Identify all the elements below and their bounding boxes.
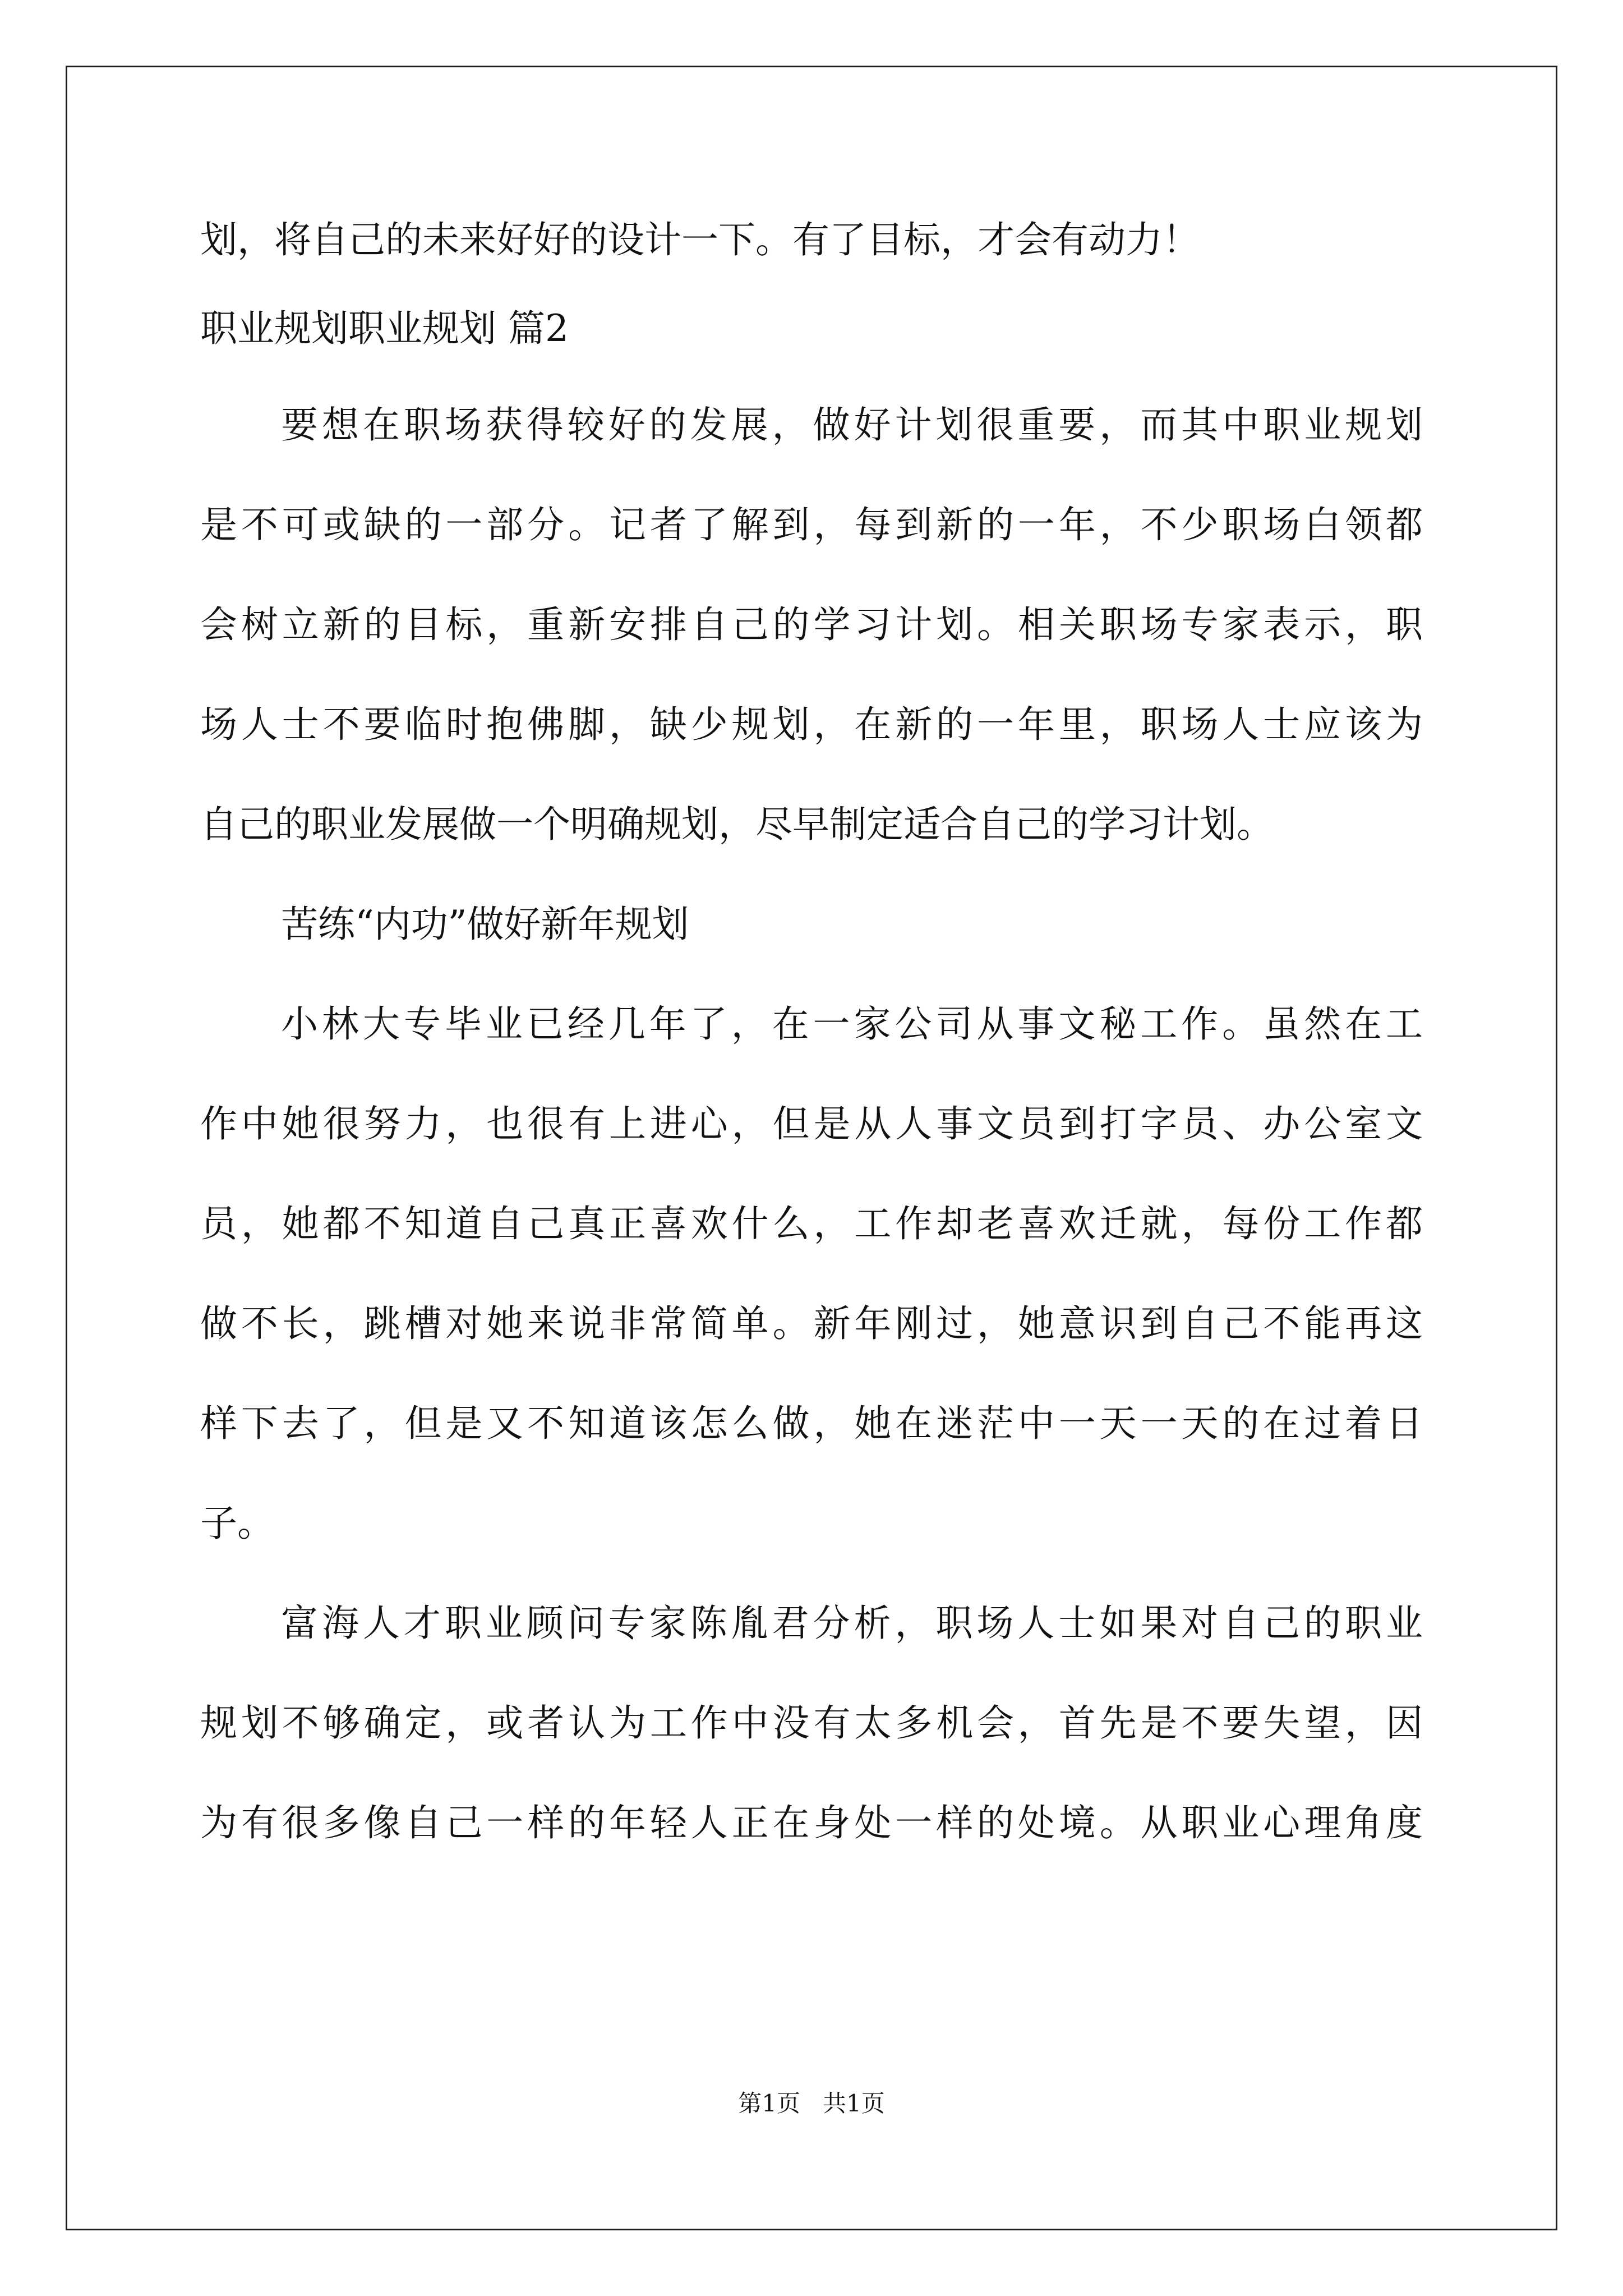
paragraph-line: 自己的职业发展做一个明确规划，尽早制定适合自己的学习计划。 [200,803,1274,846]
paragraph-line: 子。 [200,1502,274,1545]
paragraph-line: 规划不够确定，或者认为工作中没有太多机会，首先是不要失望，因 [200,1701,1423,1745]
paragraph-line: 员，她都不知道自己真正喜欢什么，工作却老喜欢迁就，每份工作都 [200,1202,1423,1245]
paragraph-line: 会树立新的目标，重新安排自己的学习计划。相关职场专家表示，职 [200,603,1423,646]
paragraph-line: 小林大专毕业已经几年了，在一家公司从事文秘工作。虽然在工 [281,1002,1423,1046]
paragraph-line: 样下去了，但是又不知道该怎么做，她在迷茫中一天一天的在过着日 [200,1402,1423,1445]
subheading: 苦练“内功”做好新年规划 [281,903,689,946]
paragraph-line: 富海人才职业顾问专家陈胤君分析，职场人士如果对自己的职业 [281,1602,1423,1645]
section-heading: 职业规划职业规划 篇2 [200,307,569,350]
paragraph-line: 场人士不要临时抱佛脚，缺少规划，在新的一年里，职场人士应该为 [200,703,1423,746]
paragraph-line: 是不可或缺的一部分。记者了解到，每到新的一年，不少职场白领都 [200,503,1423,546]
paragraph-line: 要想在职场获得较好的发展，做好计划很重要，而其中职业规划 [281,403,1423,447]
page-footer: 第1页 共1页 [738,2090,885,2117]
paragraph-line: 做不长，跳槽对她来说非常简单。新年刚过，她意识到自己不能再这 [200,1302,1423,1345]
paragraph-line: 为有很多像自己一样的年轻人正在身处一样的处境。从职业心理角度 [200,1801,1423,1844]
paragraph-line: 划，将自己的未来好好的设计一下。有了目标，才会有动力！ [200,218,1200,261]
paragraph-line: 作中她很努力，也很有上进心，但是从人事文员到打字员、办公室文 [200,1102,1423,1145]
